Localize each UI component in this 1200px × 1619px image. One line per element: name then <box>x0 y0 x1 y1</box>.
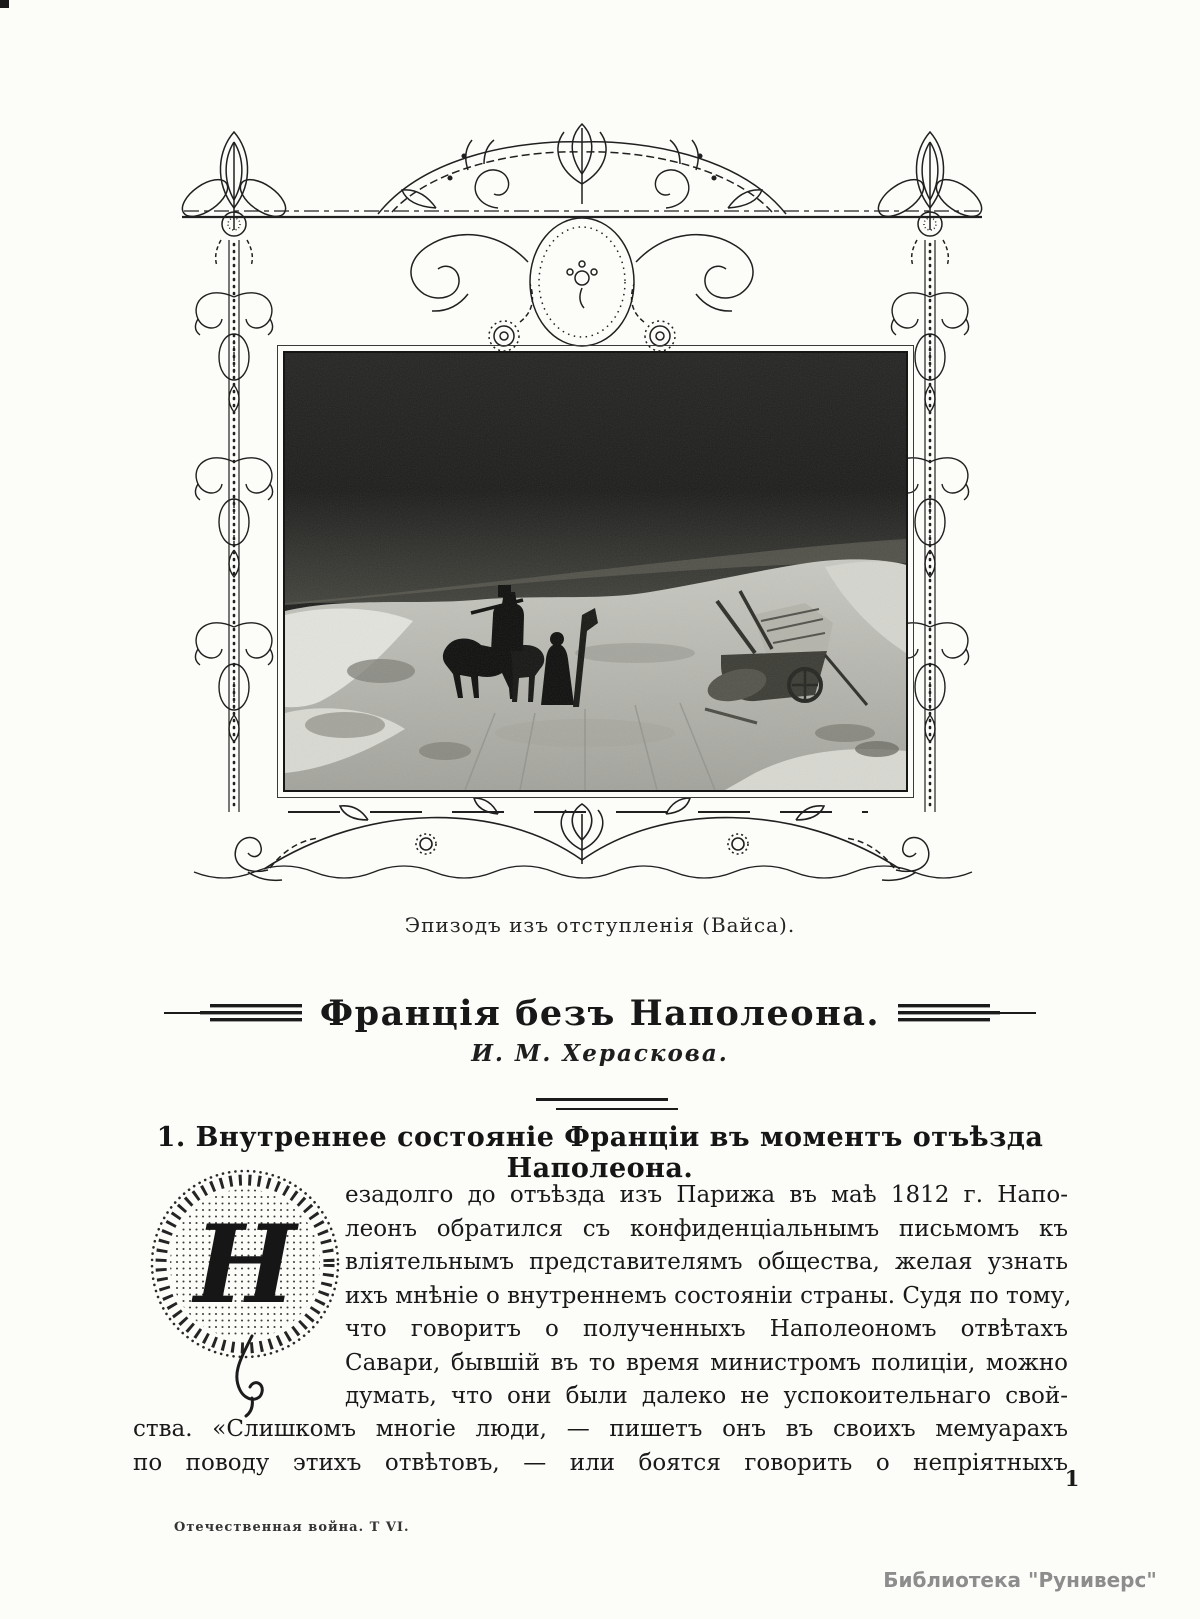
drop-cap-ornament <box>148 1168 344 1418</box>
volume-signature: Отечественная война. Т VI. <box>174 1520 410 1535</box>
section-heading-line1: 1. Внутреннее состояніе Франціи въ моментъ отъѣзда <box>156 1122 1044 1153</box>
text-line: езадолго до отъѣзда изъ Парижа въ маѣ 1812 г. Напо- <box>345 1182 1068 1208</box>
page-number: 1 <box>1064 1466 1080 1491</box>
text-line: что говоритъ о полученныхъ Наполеономъ отвѣтахъ <box>345 1316 1068 1342</box>
illustration-caption: Эпизодъ изъ отступленія (Вайса). <box>404 913 796 937</box>
text-line: вліятельнымъ представителямъ общества, желая узнать <box>345 1249 1068 1275</box>
paragraph-block-1 <box>345 1179 1072 1414</box>
text-line: по поводу этихъ отвѣтовъ, — или боятся говорить о непріятныхъ <box>133 1449 1068 1476</box>
text-line: ихъ мнѣніе о внутреннемъ состояніи страны. Судя по тому, <box>345 1282 1072 1309</box>
section-heading-line2: Наполеона. <box>506 1153 694 1184</box>
article-title: Франція безъ Наполеона. <box>319 992 881 1034</box>
text-line: Савари, бывшій въ то время министромъ полиціи, можно <box>345 1349 1068 1376</box>
title-flourish-right-icon <box>898 1002 1036 1024</box>
library-watermark: Библиотека "Руниверс" <box>883 1568 1157 1592</box>
text-line: леонъ обратился съ конфиденціальнымъ письмомъ къ <box>345 1215 1068 1242</box>
article-author: И. М. Хераскова. <box>471 1040 729 1067</box>
text-line: ства. «Слишкомъ многіе люди, — пишетъ онъ въ своихъ мемуарахъ <box>133 1416 1068 1442</box>
paragraph-block-2 <box>133 1413 1068 1480</box>
drop-cap-letter: Н <box>193 1202 297 1328</box>
article-title-row <box>0 990 1200 1036</box>
scan-corner-artifact <box>0 0 9 8</box>
title-flourish-left-icon <box>164 1002 302 1024</box>
retreat-scene-image <box>285 353 906 790</box>
illustration-plate <box>283 351 908 792</box>
author-divider <box>0 1096 1200 1118</box>
text-line: думать, что они были далеко не успокоительнаго свой- <box>345 1383 1068 1409</box>
